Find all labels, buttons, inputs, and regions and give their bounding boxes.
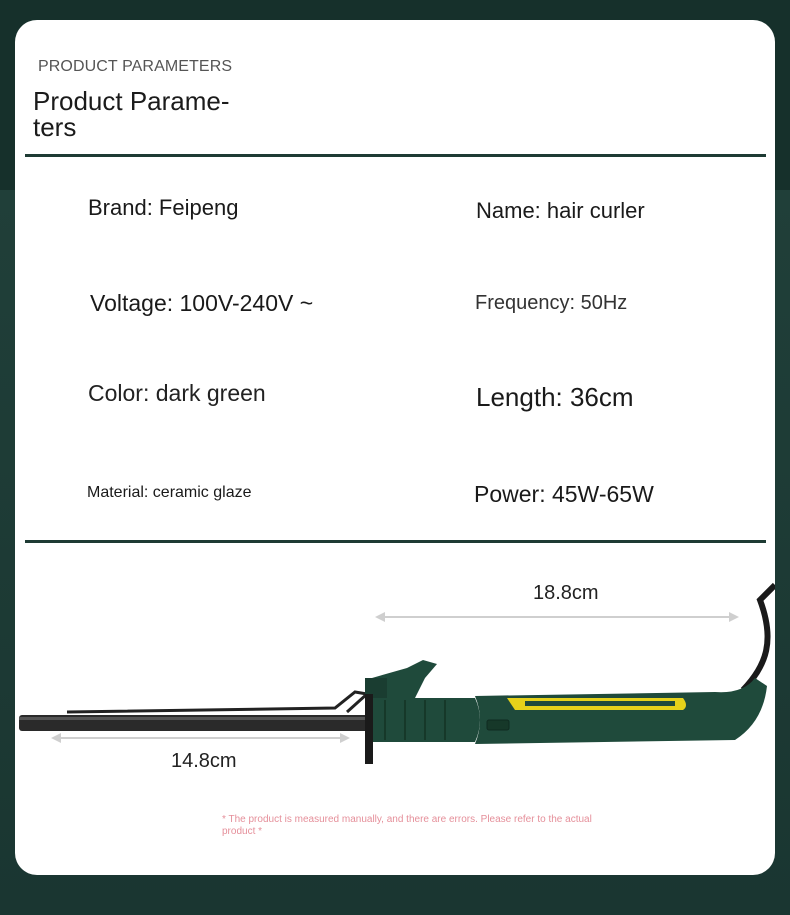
section-title	[33, 88, 263, 140]
power-button	[487, 720, 509, 730]
handle-dimension-label: 18.8cm	[533, 582, 599, 604]
section-kicker: PRODUCT PARAMETERS	[38, 58, 233, 75]
barrel-dimension-arrow	[51, 733, 350, 743]
spec-brand: Brand: Feipeng	[88, 195, 239, 220]
power-cord	[743, 585, 775, 690]
spec-color: Color: dark green	[88, 380, 266, 406]
bottom-divider	[25, 540, 766, 543]
spec-length: Length: 36cm	[476, 382, 634, 412]
spec-frequency: Frequency: 50Hz	[475, 292, 628, 314]
handle-dimension-arrow	[375, 612, 739, 622]
hair-curler-illustration	[15, 560, 775, 795]
spec-material: Material: ceramic glaze	[87, 484, 252, 501]
parameters-card	[15, 20, 775, 875]
section-title-line: Product Parame-	[33, 86, 230, 116]
spec-power: Power: 45W-65W	[474, 481, 654, 507]
spec-name: Name: hair curler	[476, 198, 645, 223]
stand-post	[365, 694, 373, 764]
barrel	[19, 715, 369, 731]
spec-voltage: Voltage: 100V-240V ~	[90, 290, 314, 316]
clamp-lever	[67, 692, 367, 712]
grip-collar	[373, 698, 480, 742]
barrel-dimension-label: 14.8cm	[171, 750, 237, 772]
top-divider	[25, 154, 766, 157]
measurement-disclaimer: * The product is measured manually, and there are errors. Please refer to the actual product *	[222, 814, 592, 837]
section-title-text	[33, 86, 230, 142]
handle-body	[475, 678, 767, 744]
section-title-line: ters	[33, 112, 77, 142]
